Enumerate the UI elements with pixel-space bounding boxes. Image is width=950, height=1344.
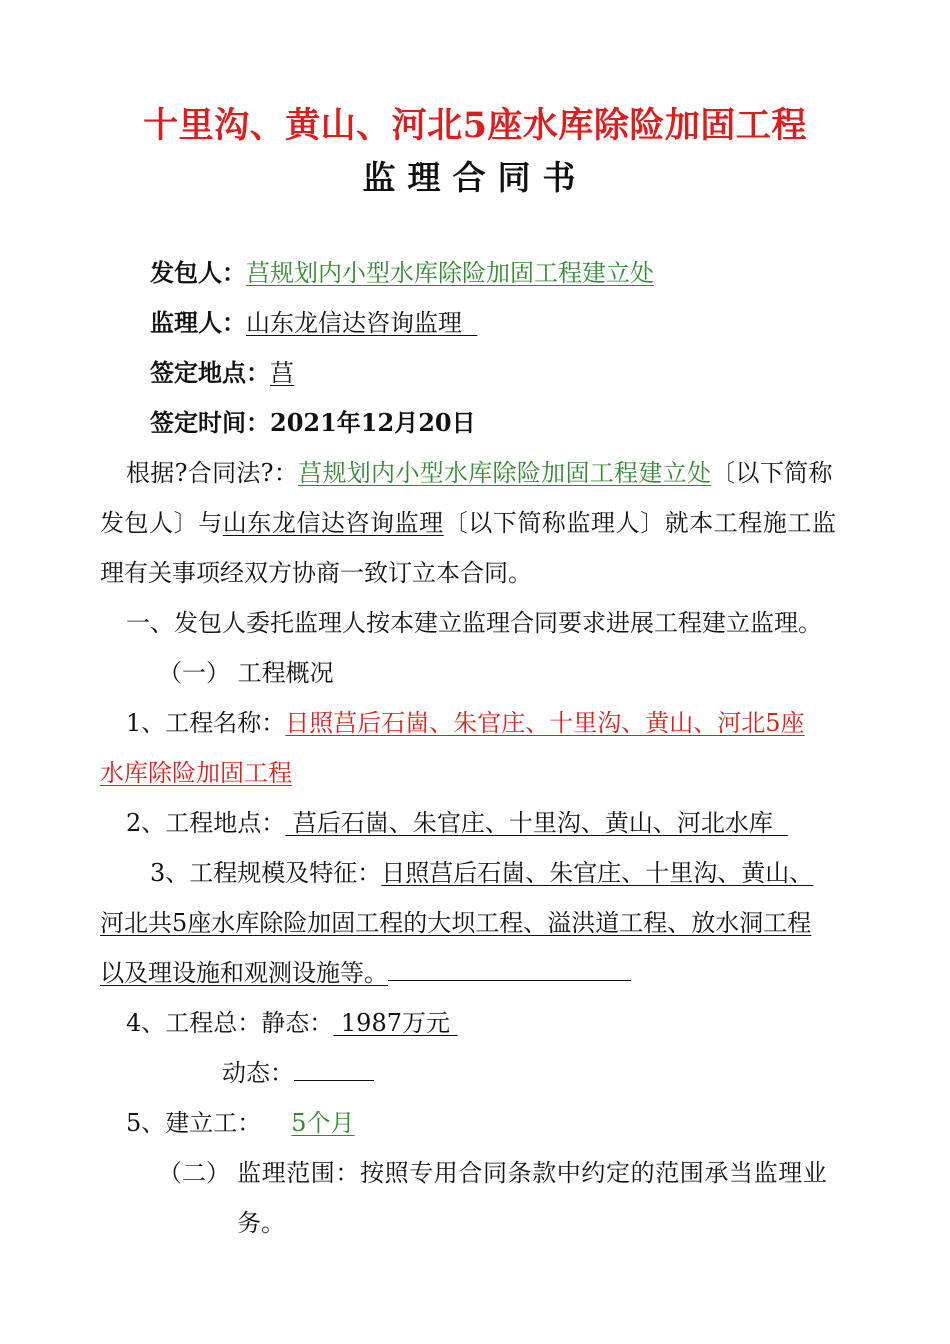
time-label: 签定时间： (150, 408, 270, 437)
item1-line-1 (126, 708, 805, 738)
section1-sub1: （一） 工程概况 (158, 659, 334, 687)
employer-line (150, 258, 654, 288)
project-title: 十里沟、黄山、河北5座水库除险加固工程 (143, 105, 807, 146)
intro-prefix: 根据?合同法?： (126, 459, 299, 487)
place-line (150, 358, 294, 388)
item1-line-2 (100, 758, 868, 788)
item4-dynamic-label: 动态： (222, 1059, 294, 1087)
item2-label: 2、工程地点： (126, 809, 286, 837)
intro-line-3: 理有关事项经双方协商一致订立本合同。 (100, 559, 532, 587)
item5-value: 5个月 (291, 1109, 355, 1137)
item4-line (126, 1008, 458, 1038)
supervisor-label: 监理人： (150, 308, 246, 337)
item3-blank (388, 960, 631, 981)
item3-value: 日照莒后石崮、朱官庄、十里沟、黄山、 (381, 859, 814, 887)
intro-line-1 (126, 458, 833, 488)
time-value: 2021年12月20日 (270, 408, 476, 437)
intro-supervisor: 山东龙信达咨询监理 (222, 509, 444, 537)
item1-value-cont: 水库除险加固工程 (100, 759, 292, 787)
item3-line-1 (150, 858, 813, 888)
item4-label: 4、工程总：静态： (126, 1009, 334, 1037)
time-line (150, 408, 476, 438)
intro-employer: 莒规划内小型水库除险加固工程建立处 (298, 459, 712, 487)
section1-sub2-label: （二） (158, 1159, 230, 1187)
intro-l2-prefix: 发包人〕与 (100, 509, 223, 537)
intro-suffix: 〔以下简称 (711, 459, 833, 487)
item1-value: 日照莒后石崮、朱官庄、十里沟、黄山、河北5座 (285, 709, 805, 737)
item3-line-2 (100, 908, 868, 938)
item3-label: 3、工程规模及特征： (150, 859, 382, 887)
item4-value: 1987万元 (333, 1009, 458, 1037)
section1-sub2-text-cont: 务。 (237, 1209, 285, 1237)
document-title: 监理合同书 (362, 158, 588, 197)
item5-label: 5、建立工： (126, 1109, 262, 1137)
supervisor-value: 山东龙信达咨询监理 (246, 309, 462, 337)
employer-label: 发包人： (150, 258, 246, 287)
item3-value-cont: 河北共5座水库除险加固工程的大坝工程、溢洪道工程、放水洞工程 (100, 909, 812, 937)
item5-line (126, 1108, 355, 1138)
item2-value: 莒后石崮、朱官庄、十里沟、黄山、河北水库 (285, 809, 789, 837)
item3-line-3 (100, 958, 868, 988)
item4-dynamic-line (222, 1058, 374, 1088)
item4-dynamic-blank (294, 1060, 374, 1081)
intro-line-2 (100, 508, 868, 538)
place-value: 莒 (270, 359, 294, 387)
supervisor-line (150, 308, 477, 338)
intro-l2-suffix: 〔以下简称监理人〕就本工程施工监 (443, 509, 837, 537)
section1-sub2-text: 监理范围：按照专用合同条款中约定的范围承当监理业 (237, 1159, 828, 1187)
item3-value-end: 以及理设施和观测设施等。 (100, 959, 388, 987)
employer-value: 莒规划内小型水库除险加固工程建立处 (246, 259, 654, 287)
item2-line (126, 808, 788, 838)
item1-label: 1、工程名称： (126, 709, 286, 737)
section1-heading: 一、发包人委托监理人按本建立监理合同要求进展工程建立监理。 (126, 609, 822, 637)
place-label: 签定地点： (150, 358, 270, 387)
